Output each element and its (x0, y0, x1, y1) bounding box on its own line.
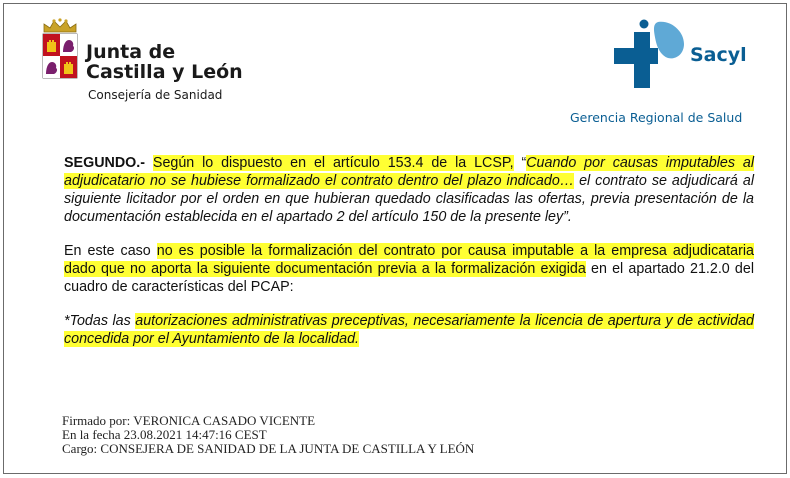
sacyl-logo-icon (614, 18, 688, 90)
paragraph-lead: En este caso (64, 243, 157, 259)
highlight-text: Según lo dispuesto en el artículo 153.4 de la LCSP, (152, 155, 514, 171)
coat-of-arms-icon (40, 18, 80, 84)
highlight-text: autorizaciones administrativas preceptivas, necesariamente la licencia de apertura y de actividad concedida por el Ayuntamiento de la localidad. (64, 313, 754, 347)
jcyl-department: Consejería de Sanidad (88, 88, 223, 102)
signature-signer: Firmado por: VERONICA CASADO VICENTE (62, 413, 316, 428)
document-page (3, 3, 787, 474)
quote-open: “ (513, 155, 527, 171)
sacyl-subtitle: Gerencia Regional de Salud (570, 110, 743, 125)
signature-position: Cargo: CONSEJERA DE SANIDAD DE LA JUNTA DE CASTILLA Y LEÓN (62, 441, 475, 456)
signature-date: En la fecha 23.08.2021 14:47:16 CEST (62, 427, 267, 442)
paragraph-lead: SEGUNDO.- (64, 155, 146, 171)
paragraph-lead: *Todas las (64, 313, 136, 329)
paragraph-caso (64, 242, 754, 296)
document-body (64, 154, 754, 364)
highlight-quote: Cuando por causas imputables al adjudicatario no se hubiese formalizado el contrato dentro del plazo indicado… (64, 155, 754, 189)
jcyl-name-line2: Castilla y León (86, 61, 243, 83)
jcyl-name (86, 42, 243, 82)
paragraph-rest: en el apartado 21.2.0 del cuadro de características del PCAP: (64, 261, 754, 295)
paragraph-segundo (64, 154, 754, 226)
signature-block (62, 414, 474, 456)
sacyl-name: Sacyl (690, 44, 747, 66)
paragraph-autorizaciones (64, 312, 754, 348)
jcyl-name-line1: Junta de (86, 41, 176, 63)
quote-rest: el contrato se adjudicará al siguiente licitador por el orden en que hubieran quedado clasificadas las ofertas, previa presentación de la documentación establecida en el apartado 2 del artículo 150 de la presente ley”. (64, 173, 754, 225)
highlight-text: no es posible la formalización del contrato por causa imputable a la empresa adjudicataria dado que no aporta la siguiente documentación previa a la formalización exigida (64, 243, 754, 277)
